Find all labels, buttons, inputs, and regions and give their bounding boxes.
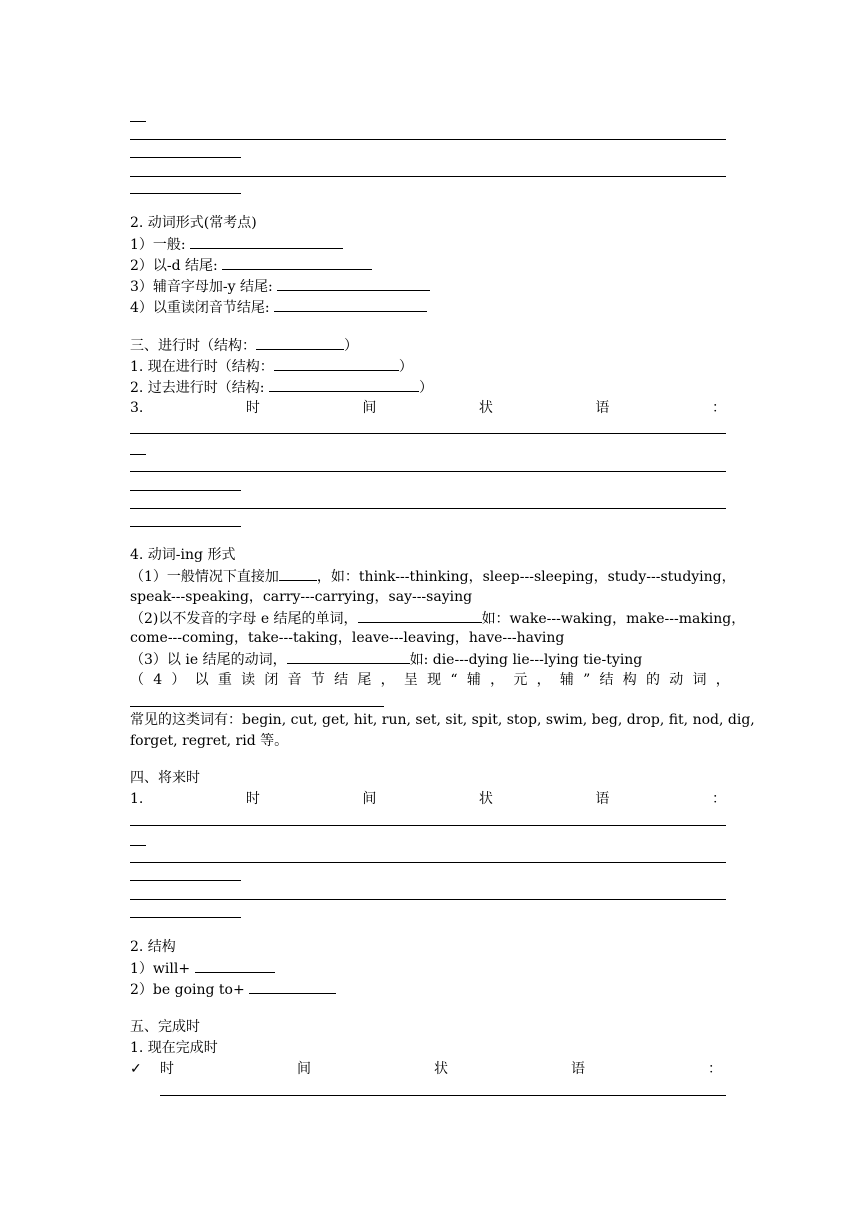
paragraph-line: （2)以不发音的字母 e 结尾的单词， 如：wake---waking，make---making， [130, 608, 730, 628]
list-item: 4）以重读闭音节结尾: [130, 297, 730, 317]
list-item-time-adverbials: 时 间 状 语 ： [160, 1061, 722, 1077]
answer-line[interactable] [130, 139, 726, 140]
section-heading: 三、进行时（结构： ） [130, 335, 730, 355]
section-heading: 4. 动词-ing 形式 [130, 547, 236, 563]
answer-line[interactable] [130, 176, 726, 177]
paragraph-line: （ 4 ） 以 重 读 闭 音 节 结 尾 ， 呈 现 “ 辅 ， 元 ， 辅 ” 结 构 的 动 词 ， [130, 672, 730, 688]
answer-line[interactable] [130, 490, 241, 491]
list-item: 2）以-d 结尾: [130, 255, 730, 275]
blank-field[interactable] [195, 958, 275, 973]
answer-line[interactable] [130, 433, 726, 434]
list-item: 1）will+ [130, 958, 730, 978]
list-item-time-adverbials: 3. 时 间 状 语 ： [130, 400, 726, 416]
blank-field[interactable] [279, 566, 317, 581]
answer-line[interactable] [130, 899, 726, 900]
list-item-time-adverbials: 1. 时 间 状 语 ： [130, 791, 726, 807]
blank-field[interactable] [274, 356, 399, 371]
section-heading: 2. 结构 [130, 939, 176, 955]
blank-field[interactable] [358, 608, 482, 623]
list-item: 2）be going to+ [130, 979, 730, 999]
answer-line[interactable] [130, 825, 726, 826]
answer-line[interactable] [130, 706, 384, 707]
blank-field[interactable] [277, 276, 430, 291]
answer-line[interactable] [130, 508, 726, 509]
checkmark-icon: ✓ [130, 1061, 142, 1077]
list-item: 1. 现在进行时（结构： ） [130, 356, 730, 376]
blank-field[interactable] [256, 335, 344, 350]
paragraph-line: （1）一般情况下直接加 ，如：think---thinking，sleep---sleeping，study---studying， [130, 566, 730, 586]
answer-line[interactable] [130, 526, 241, 527]
blank-field[interactable] [269, 377, 419, 392]
section-heading: 四、将来时 [130, 770, 200, 786]
answer-line[interactable] [130, 121, 146, 122]
section-heading: 2. 动词形式(常考点) [130, 215, 257, 231]
answer-line[interactable] [130, 471, 726, 472]
blank-field[interactable] [190, 234, 343, 249]
paragraph-line: speak---speaking，carry---carrying，say---saying [130, 589, 473, 605]
list-item: 2. 过去进行时（结构: ） [130, 377, 730, 397]
answer-line[interactable] [130, 862, 726, 863]
answer-line[interactable] [130, 157, 241, 158]
paragraph-line: come---coming，take---taking，leave---leaving，have---having [130, 630, 565, 646]
paragraph-line: 常见的这类词有：begin, cut, get, hit, run, set, sit, spit, stop, swim, beg, drop, fit, nod, dig, [130, 712, 755, 728]
answer-line[interactable] [130, 880, 241, 881]
list-item: 3）辅音字母加-y 结尾: [130, 276, 730, 296]
paragraph-line: （3）以 ie 结尾的动词， 如: die---dying lie---lying tie-tying [130, 649, 730, 669]
answer-line[interactable] [160, 1095, 726, 1096]
blank-field[interactable] [222, 255, 372, 270]
blank-field[interactable] [249, 979, 336, 994]
answer-line[interactable] [130, 193, 241, 194]
list-item: 1）一般: [130, 234, 730, 254]
answer-line[interactable] [130, 917, 241, 918]
list-item: 1. 现在完成时 [130, 1040, 218, 1056]
paragraph-line: forget, regret, rid 等。 [130, 733, 289, 749]
answer-line[interactable] [130, 454, 146, 455]
blank-field[interactable] [274, 297, 427, 312]
answer-line[interactable] [130, 845, 146, 846]
blank-field[interactable] [287, 649, 410, 664]
section-heading: 五、完成时 [130, 1019, 200, 1035]
